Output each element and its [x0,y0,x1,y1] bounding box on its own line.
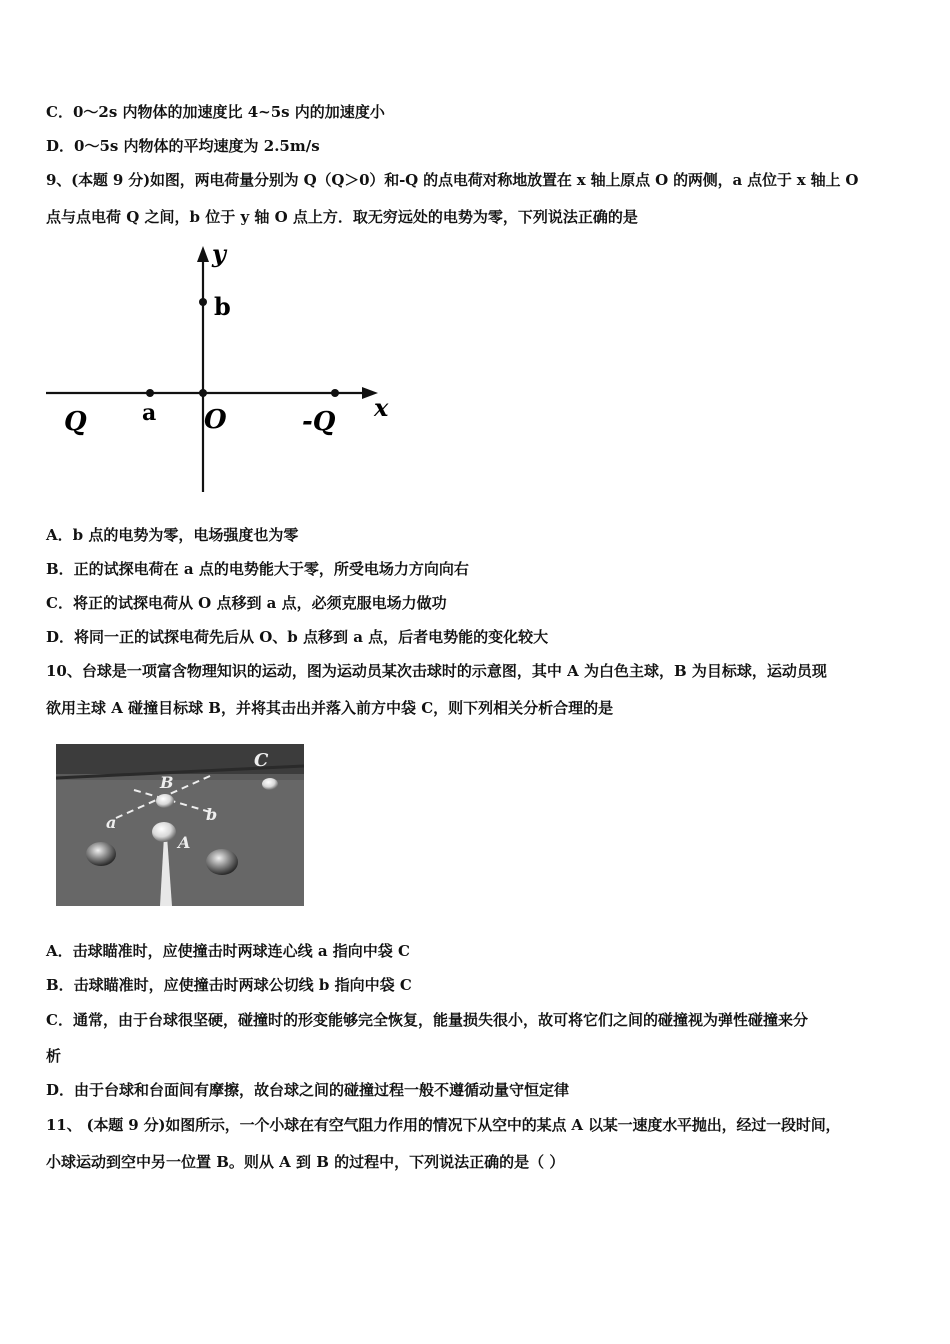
label-o: O [204,405,227,435]
q9-stem-line2: 点与点电荷 Q 之间，b 位于 y 轴 O 点上方．取无穷远处的电势为零，下列说法正确的是 [46,208,638,226]
point-b [199,298,207,306]
option-d-prev: D．0～5s 内物体的平均速度为 2.5m/s [46,137,320,155]
q10-option-c-line1: C．通常，由于台球很坚硬，碰撞时的形变能够完全恢复，能量损失很小，故可将它们之间的碰撞视为弹性碰撞来分 [46,1011,808,1029]
point-o [199,389,207,397]
label-pocket-c: C [254,750,269,771]
label-line-a: a [106,813,117,832]
q10-option-c-line2: 析 [46,1047,62,1065]
label-line-b: b [206,805,218,824]
q11-stem-line2: 小球运动到空中另一位置 B。则从 A 到 B 的过程中，下列说法正确的是（ ） [46,1153,565,1171]
q10-option-a: A．击球瞄准时，应使撞击时两球连心线 a 指向中袋 C [46,942,410,960]
q11-stem-line1: 11、 (本题 9 分)如图所示，一个小球在有空气阻力作用的情况下从空中的某点 A 以某一速度水平抛出，经过一段时间， [46,1116,841,1134]
q9-figure-axes [44,240,404,495]
q10-option-b: B．击球瞄准时，应使撞击时两球公切线 b 指向中袋 C [46,976,412,994]
point-neg-q [331,389,339,397]
option-c-prev: C．0～2s 内物体的加速度比 4~5s 内的加速度小 [46,103,385,121]
label-q: Q [64,407,87,437]
q10-stem-line2: 欲用主球 A 碰撞目标球 B，并将其击出并落入前方中袋 C，则下列相关分析合理的是 [46,699,614,717]
y-axis-label: y [212,240,226,268]
q10-billiards-photo [56,744,304,906]
q9-stem-line1: 9、(本题 9 分)如图，两电荷量分别为 Q（Q＞0）和-Q 的点电荷对称地放置在 x 轴上原点 O 的两侧，a 点位于 x 轴上 O [46,171,859,189]
ball-b [156,794,174,808]
label-ball-a: A [178,833,191,852]
q10-option-d: D．由于台球和台面间有摩擦，故台球之间的碰撞过程一般不遵循动量守恒定律 [46,1081,570,1099]
label-ball-b: B [160,773,174,792]
point-a [146,389,154,397]
label-a: a [142,400,157,426]
label-neg-q: -Q [302,407,336,437]
q9-option-d: D．将同一正的试探电荷先后从 O、b 点移到 a 点，后者电势能的变化较大 [46,628,549,646]
label-b: b [214,292,231,321]
x-axis-label: x [374,393,389,422]
q9-option-b: B．正的试探电荷在 a 点的电势能大于零，所受电场力方向向右 [46,560,469,578]
q9-option-a: A．b 点的电势为零，电场强度也为零 [46,526,299,544]
ball-a [152,822,176,842]
q9-option-c: C．将正的试探电荷从 O 点移到 a 点，必须克服电场力做功 [46,594,447,612]
q10-stem-line1: 10、台球是一项富含物理知识的运动，图为运动员某次击球时的示意图，其中 A 为白色主球，B 为目标球，运动员现 [46,662,827,680]
